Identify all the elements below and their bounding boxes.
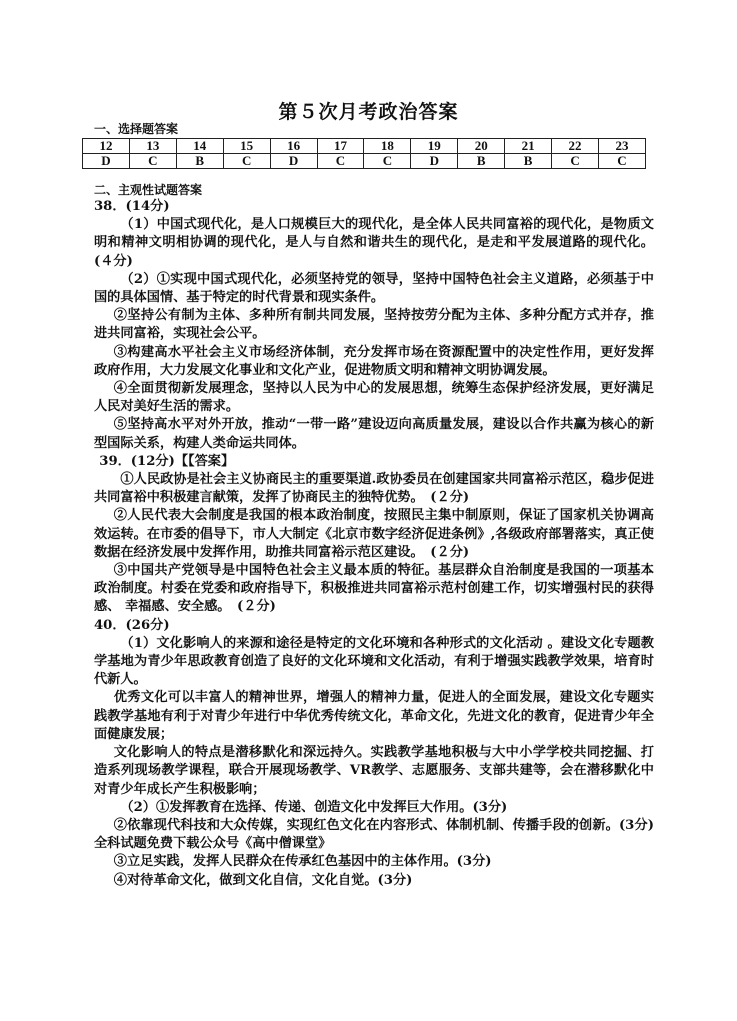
section-heading-choice: 一、选择题答案 <box>94 122 179 136</box>
answer-row <box>83 154 646 169</box>
question-38-heading: 38．(14分) <box>94 199 170 214</box>
q38-paragraph-2: （2）①实现中国式现代化，必须坚持党的领导，坚持中国特色社会主义道路，必须基于中国的具体国情、基于特定的时代背景和现实条件。 <box>94 271 654 306</box>
question-39-heading: 39．(12分)【【答案】 <box>99 453 235 469</box>
table-cell: C <box>129 154 176 169</box>
table-cell: B <box>505 154 552 169</box>
answer-body <box>94 198 654 890</box>
table-cell: 13 <box>129 139 176 154</box>
question-number-row <box>83 139 646 154</box>
q40-paragraph-6: ③立足实践，发挥人民群众在传承红色基因中的主体作用。(3分) <box>113 854 492 870</box>
table-cell: 15 <box>223 139 270 154</box>
table-cell: C <box>364 154 411 169</box>
table-cell: D <box>83 154 130 169</box>
table-cell: 22 <box>552 139 599 154</box>
q40-paragraph-3: 文化影响人的特点是潜移默化和深远持久。实践教学基地积极与大中小学学校共同挖掘、打造系列现场教学课程，联合开展现场教学、VR教学、志愿服务、支部共建等，会在潜移默化中对青少年成长产生积极影响； <box>94 745 654 797</box>
table-cell: C <box>317 154 364 169</box>
table-cell: D <box>411 154 458 169</box>
q38-paragraph-3: ②坚持公有制为主体、多种所有制共同发展，坚持按劳分配为主体、多种分配方式并存，推进共同富裕，实现社会公平。 <box>94 308 654 342</box>
answer-table <box>82 138 646 169</box>
page-title: 第５次月考政治答案 <box>278 101 459 123</box>
q39-paragraph-3: ③中国共产党领导是中国特色社会主义最本质的特征。基层群众自治制度是我国的一项基本政治制度。村委在党委和政府指导下，积极推进共同富裕示范村创建工作，切实增强村民的获得感、 幸福感、安全感。 (２分) <box>94 563 654 615</box>
table-cell: C <box>598 154 645 169</box>
table-cell: D <box>270 154 317 169</box>
q39-paragraph-2: ②人民代表大会制度是我国的根本政治制度，按照民主集中制原则，保证了国家机关协调高效运转。在市委的倡导下，市人大制定《北京市数字经济促进条例》,各级政府部署落实，真正使数据在经济发展中发挥作用，助推共同富裕示范区建设。 (２分) <box>94 508 654 560</box>
q38-paragraph-1: （1）中国式现代化，是人口规模巨大的现代化，是全体人民共同富裕的现代化，是物质文明和精神文明相协调的现代化，是人与自然和谐共生的现代化，是走和平发展道路的现代化。(４分) <box>94 217 654 269</box>
q40-paragraph-4: （2）①发挥教育在选择、传递、创造文化中发挥巨大作用。(3分) <box>120 799 508 815</box>
q40-paragraph-2: 优秀文化可以丰富人的精神世界，增强人的精神力量，促进人的全面发展，建设文化专题实践教学基地有利于对青少年进行中华优秀传统文化，革命文化，先进文化的教育，促进青少年全面健康发展； <box>94 690 654 742</box>
table-cell: C <box>552 154 599 169</box>
table-cell: 23 <box>598 139 645 154</box>
q39-paragraph-1: ①人民政协是社会主义协商民主的重要渠道.政协委员在创建国家共同富裕示范区，稳步促进共同富裕中积极建言献策，发挥了协商民主的独特优势。 (２分) <box>94 472 654 506</box>
table-cell: 12 <box>83 139 130 154</box>
table-cell: B <box>458 154 505 169</box>
table-cell: 19 <box>411 139 458 154</box>
table-cell: 20 <box>458 139 505 154</box>
section-heading-subjective: 二、主观性试题答案 <box>94 183 203 197</box>
table-cell: C <box>223 154 270 169</box>
q38-paragraph-6: ⑤坚持高水平对外开放，推动“一带一路”建设迈向高质量发展，建设以合作共赢为核心的新型国际关系，构建人类命运共同体。 <box>94 417 654 451</box>
q40-paragraph-5: ②依靠现代科技和大众传媒，实现红色文化在内容形式、体制机制、传播手段的创新。(3分)全科试题免费下载公众号《高中僧课堂》 <box>94 817 654 852</box>
q40-paragraph-7: ④对待革命文化，做到文化自信，文化自觉。(3分) <box>113 872 413 888</box>
table-cell: 17 <box>317 139 364 154</box>
table-cell: 16 <box>270 139 317 154</box>
table-cell: 18 <box>364 139 411 154</box>
table-cell: B <box>176 154 223 169</box>
table-cell: 21 <box>505 139 552 154</box>
q38-paragraph-4: ③构建高水平社会主义市场经济体制，充分发挥市场在资源配置中的决定性作用，更好发挥政府作用，大力发展文化事业和文化产业，促进物质文明和精神文明协调发展。 <box>94 344 654 378</box>
q40-paragraph-1: （1）文化影响人的来源和途径是特定的文化环境和各种形式的文化活动 。建设文化专题教学基地为青少年思政教育创造了良好的文化环境和文化活动，有利于增强实践教学效果，培育时代新人。 <box>94 635 654 688</box>
table-cell: 14 <box>176 139 223 154</box>
q38-paragraph-5: ④全面贯彻新发展理念，坚持以人民为中心的发展思想，统筹生态保护经济发展，更好满足人民对美好生活的需求。 <box>94 381 654 415</box>
question-40-heading: 40．(26分) <box>94 617 170 633</box>
